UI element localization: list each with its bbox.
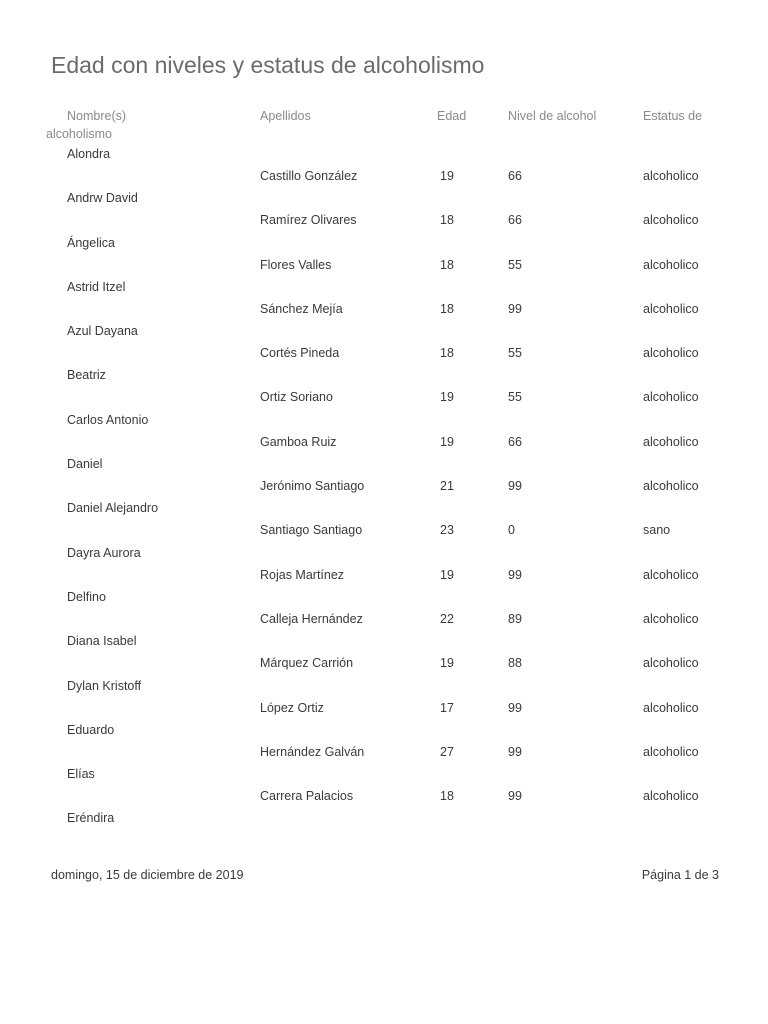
record-nivel: 99: [508, 744, 522, 759]
record-estatus: alcoholico: [643, 257, 699, 272]
record-estatus: alcoholico: [643, 567, 699, 582]
record-edad: 17: [440, 700, 454, 715]
record-edad: 22: [440, 611, 454, 626]
record-estatus: alcoholico: [643, 479, 699, 494]
record-apellidos: Rojas Martínez: [260, 567, 345, 582]
record-row: [0, 679, 768, 723]
record-estatus: alcoholico: [643, 700, 699, 715]
record-apellidos: Ramírez Olivares: [260, 213, 357, 228]
record-edad: 18: [440, 213, 454, 228]
record-row: [0, 723, 768, 767]
record-nombre: Alondra: [67, 147, 111, 161]
record-nombre: Daniel: [67, 457, 103, 472]
record-apellidos: Castillo González: [260, 169, 358, 183]
record-nombre: Carlos Antonio: [67, 412, 149, 427]
header-nivel-alcohol: Nivel de alcohol: [508, 109, 597, 123]
record-edad: 19: [440, 656, 454, 671]
record-apellidos: Ortiz Soriano: [260, 390, 333, 405]
record-edad: 19: [440, 434, 454, 449]
record-edad: 23: [440, 523, 454, 538]
record-apellidos: Márquez Carrión: [260, 656, 354, 671]
record-nivel: 66: [508, 169, 522, 183]
record-estatus: alcoholico: [643, 169, 699, 183]
record-apellidos: Calleja Hernández: [260, 611, 363, 626]
record-estatus: alcoholico: [643, 213, 699, 228]
record-apellidos: Sánchez Mejía: [260, 301, 343, 316]
report-title: Edad con niveles y estatus de alcoholismo: [51, 52, 485, 78]
record-edad: 18: [440, 346, 454, 361]
record-nombre: Beatriz: [67, 368, 106, 383]
record-nivel: 99: [508, 789, 522, 804]
header-nombre-continuation: alcoholismo: [46, 127, 113, 141]
record-row: [0, 767, 768, 811]
footer-date: domingo, 15 de diciembre de 2019: [51, 868, 244, 882]
record-nombre: Azul Dayana: [67, 324, 138, 339]
record-estatus: alcoholico: [643, 390, 699, 405]
record-apellidos: Gamboa Ruiz: [260, 434, 337, 449]
record-nombre: Astrid Itzel: [67, 279, 126, 294]
record-row: [0, 147, 768, 191]
record-row: [0, 457, 768, 501]
record-row: [0, 590, 768, 634]
record-estatus: sano: [643, 523, 671, 538]
record-row: [0, 324, 768, 368]
record-nivel: 89: [508, 611, 522, 626]
record-edad: 27: [440, 744, 454, 759]
record-row: [0, 413, 768, 457]
record-edad: 19: [440, 169, 454, 183]
record-row: [0, 546, 768, 590]
footer-page-number: Página 1 de 3: [641, 868, 719, 882]
record-row: [0, 501, 768, 545]
record-nombre: Eréndira: [67, 811, 115, 826]
header-apellidos: Apellidos: [260, 109, 311, 123]
record-edad: 18: [440, 301, 454, 316]
record-edad: 21: [440, 479, 454, 494]
record-row: [0, 191, 768, 235]
record-nombre: Eduardo: [67, 722, 115, 737]
record-apellidos: Jerónimo Santiago: [260, 479, 365, 494]
record-row: [0, 368, 768, 412]
record-nivel: 55: [508, 390, 522, 405]
record-nivel: 88: [508, 656, 522, 671]
record-nivel: 0: [508, 523, 515, 538]
record-nivel: 99: [508, 301, 522, 316]
record-estatus: alcoholico: [643, 789, 699, 804]
record-apellidos: López Ortiz: [260, 700, 324, 715]
record-apellidos: Cortés Pineda: [260, 346, 340, 361]
record-nombre: Dylan Kristoff: [67, 678, 142, 693]
header-estatus: Estatus de: [643, 109, 703, 123]
record-estatus: alcoholico: [643, 744, 699, 759]
record-edad: 18: [440, 789, 454, 804]
record-row: [0, 280, 768, 324]
record-edad: 19: [440, 567, 454, 582]
record-row: [0, 634, 768, 678]
record-apellidos: Carrera Palacios: [260, 789, 354, 804]
record-nombre: Ángelica: [67, 235, 115, 250]
record-row: [0, 236, 768, 280]
record-row: [0, 811, 768, 855]
record-nombre: Diana Isabel: [67, 634, 137, 649]
record-nombre: Elías: [67, 767, 95, 782]
record-nombre: Delfino: [67, 589, 106, 604]
record-nivel: 99: [508, 567, 522, 582]
record-nombre: Dayra Aurora: [67, 545, 141, 560]
record-nivel: 55: [508, 346, 522, 361]
record-nombre: Daniel Alejandro: [67, 501, 159, 516]
record-apellidos: Santiago Santiago: [260, 523, 363, 538]
record-nombre: Andrw David: [67, 191, 138, 206]
record-nivel: 99: [508, 479, 522, 494]
record-edad: 18: [440, 257, 454, 272]
record-nivel: 66: [508, 213, 522, 228]
record-estatus: alcoholico: [643, 434, 699, 449]
record-estatus: alcoholico: [643, 611, 699, 626]
record-nivel: 66: [508, 434, 522, 449]
record-apellidos: Flores Valles: [260, 257, 332, 272]
record-edad: 19: [440, 390, 454, 405]
record-nivel: 99: [508, 700, 522, 715]
record-estatus: alcoholico: [643, 301, 699, 316]
record-estatus: alcoholico: [643, 346, 699, 361]
record-estatus: alcoholico: [643, 656, 699, 671]
record-nivel: 55: [508, 257, 522, 272]
record-apellidos: Hernández Galván: [260, 744, 365, 759]
records-list: [0, 147, 768, 856]
header-nombre: Nombre(s): [67, 109, 127, 123]
header-edad: Edad: [437, 109, 467, 123]
